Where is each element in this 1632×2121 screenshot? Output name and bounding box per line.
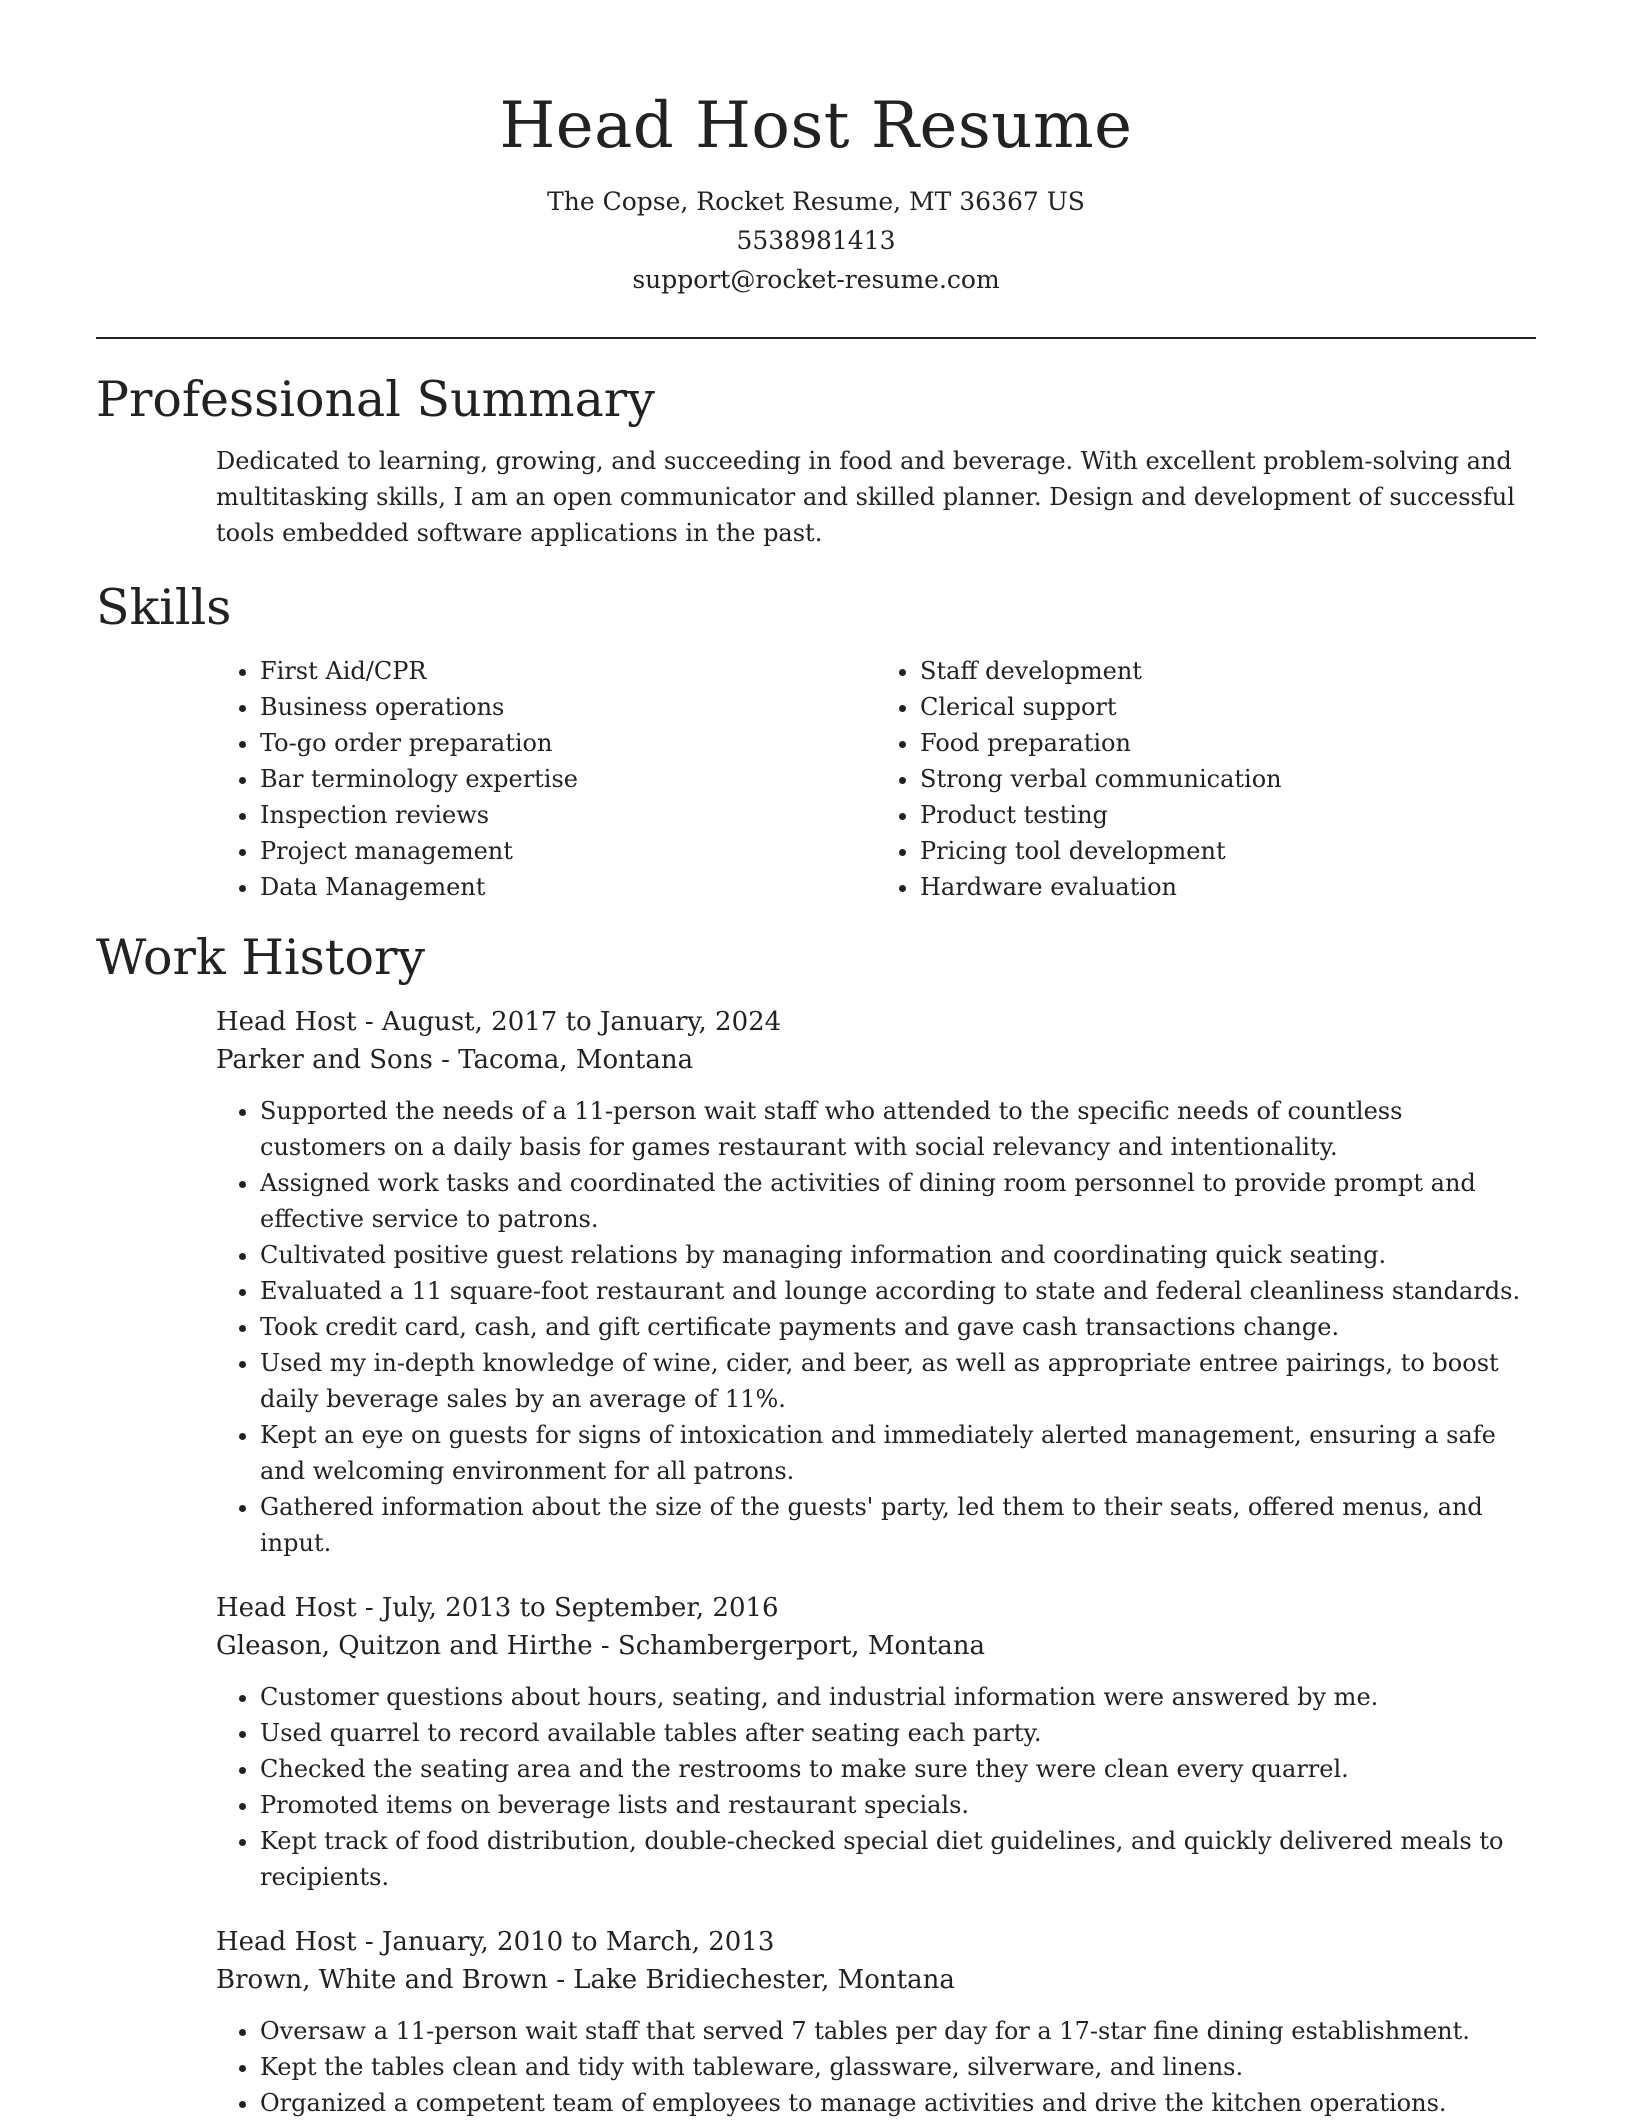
job-dates: July, 2013 to September, 2016: [381, 1593, 779, 1623]
skill-item: • Business operations: [260, 689, 876, 725]
job-bullet: • Customer questions about hours, seating, and industrial information were answered by me.: [260, 1679, 1536, 1715]
skills-grid: [216, 653, 1536, 905]
job-company-line: Gleason, Quitzon and Hirthe - Schambergerport, Montana: [216, 1631, 986, 1661]
skill-item: • Staff development: [920, 653, 1536, 689]
job-bullet: • Took credit card, cash, and gift certificate payments and gave cash transactions change.: [260, 1309, 1536, 1345]
job-company: Brown, White and Brown: [216, 1965, 548, 1995]
job-bullets: [216, 1093, 1536, 1561]
skill-item: • Inspection reviews: [260, 797, 876, 833]
skill-item: • To-go order preparation: [260, 725, 876, 761]
job-title: Head Host: [216, 1007, 357, 1037]
skill-item: • Strong verbal communication: [920, 761, 1536, 797]
skills-section: [96, 577, 1536, 905]
job-bullet: • Checked the seating area and the restrooms to make sure they were clean every quarrel.: [260, 1751, 1536, 1787]
skill-item: • Data Management: [260, 869, 876, 905]
contact-block: [96, 182, 1536, 299]
skill-item: • Product testing: [920, 797, 1536, 833]
job-title-line: Head Host - August, 2017 to January, 2024: [216, 1007, 782, 1037]
job-bullet: • Supported the needs of a 11-person wait staff who attended to the specific needs of countless customers on a daily basis for games restaurant with social relevancy and intentionality.: [260, 1093, 1536, 1165]
skill-item: • First Aid/CPR: [260, 653, 876, 689]
skills-column-left: [216, 653, 876, 905]
job-bullet: • Promoted items on beverage lists and restaurant specials.: [260, 1787, 1536, 1823]
contact-email: support@rocket-resume.com: [632, 265, 1000, 294]
resume-header: [96, 0, 1536, 299]
summary-text: Dedicated to learning, growing, and succeeding in food and beverage. With excellent problem-solving and multitasking skills, I am an open communicator and skilled planner. Design and development of successful tools embedded software applications in the past.: [216, 447, 1515, 547]
job-dates: August, 2017 to January, 2024: [381, 1007, 782, 1037]
skill-item: • Clerical support: [920, 689, 1536, 725]
work-history-section: [96, 927, 1536, 2121]
job-bullet: • Gathered information about the size of the guests' party, led them to their seats, offered menus, and input.: [260, 1489, 1536, 1561]
skill-item: • Food preparation: [920, 725, 1536, 761]
job-title-line: Head Host - January, 2010 to March, 2013: [216, 1927, 775, 1957]
job-company: Parker and Sons: [216, 1045, 433, 1075]
job-bullet: • Used my in-depth knowledge of wine, cider, and beer, as well as appropriate entree pairings, to boost daily beverage sales by an average of 11%.: [260, 1345, 1536, 1417]
job-bullet: • Organized a competent team of employees to manage activities and drive the kitchen operations.: [260, 2085, 1536, 2121]
skill-item: • Hardware evaluation: [920, 869, 1536, 905]
job-title: Head Host: [216, 1593, 357, 1623]
skills-column-right: [876, 653, 1536, 905]
skill-item: • Project management: [260, 833, 876, 869]
job-title: Head Host: [216, 1927, 357, 1957]
job-company-line: Brown, White and Brown - Lake Bridiechester, Montana: [216, 1965, 955, 1995]
job-bullet: • Assigned work tasks and coordinated the activities of dining room personnel to provide prompt and effective service to patrons.: [260, 1165, 1536, 1237]
job-bullet: • Used quarrel to record available tables after seating each party.: [260, 1715, 1536, 1751]
job-bullet: • Kept the tables clean and tidy with tableware, glassware, silverware, and linens.: [260, 2049, 1536, 2085]
job-company-line: Parker and Sons - Tacoma, Montana: [216, 1045, 694, 1075]
job-bullet: • Oversaw a 11-person wait staff that served 7 tables per day for a 17-star fine dining establishment.: [260, 2013, 1536, 2049]
job-entry: [216, 1923, 1536, 2121]
job-location: Schambergerport, Montana: [617, 1631, 986, 1661]
job-bullet: • Evaluated a 11 square-foot restaurant and lounge according to state and federal cleanliness standards.: [260, 1273, 1536, 1309]
contact-address: The Copse, Rocket Resume, MT 36367 US: [547, 187, 1085, 216]
job-title-line: Head Host - July, 2013 to September, 2016: [216, 1593, 779, 1623]
skill-item: • Bar terminology expertise: [260, 761, 876, 797]
resume-title: Head Host Resume: [499, 89, 1133, 163]
job-bullets: [216, 2013, 1536, 2121]
job-dates: January, 2010 to March, 2013: [381, 1927, 775, 1957]
job-location: Tacoma, Montana: [458, 1045, 694, 1075]
job-bullet: • Kept track of food distribution, double-checked special diet guidelines, and quickly delivered meals to recipients.: [260, 1823, 1536, 1895]
job-entry: [216, 1003, 1536, 1561]
job-location: Lake Bridiechester, Montana: [573, 1965, 955, 1995]
job-bullets: [216, 1679, 1536, 1895]
job-bullet: • Cultivated positive guest relations by managing information and coordinating quick seating.: [260, 1237, 1536, 1273]
job-bullet: • Kept an eye on guests for signs of intoxication and immediately alerted management, ensuring a safe and welcoming environment for all patrons.: [260, 1417, 1536, 1489]
professional-summary-section: [96, 369, 1536, 551]
section-title-work: Work History: [96, 929, 426, 986]
section-title-summary: Professional Summary: [96, 371, 655, 428]
section-title-skills: Skills: [96, 579, 232, 636]
job-entry: [216, 1589, 1536, 1895]
job-company: Gleason, Quitzon and Hirthe: [216, 1631, 593, 1661]
header-divider: [96, 337, 1536, 339]
contact-phone: 5538981413: [736, 226, 896, 255]
skill-item: • Pricing tool development: [920, 833, 1536, 869]
